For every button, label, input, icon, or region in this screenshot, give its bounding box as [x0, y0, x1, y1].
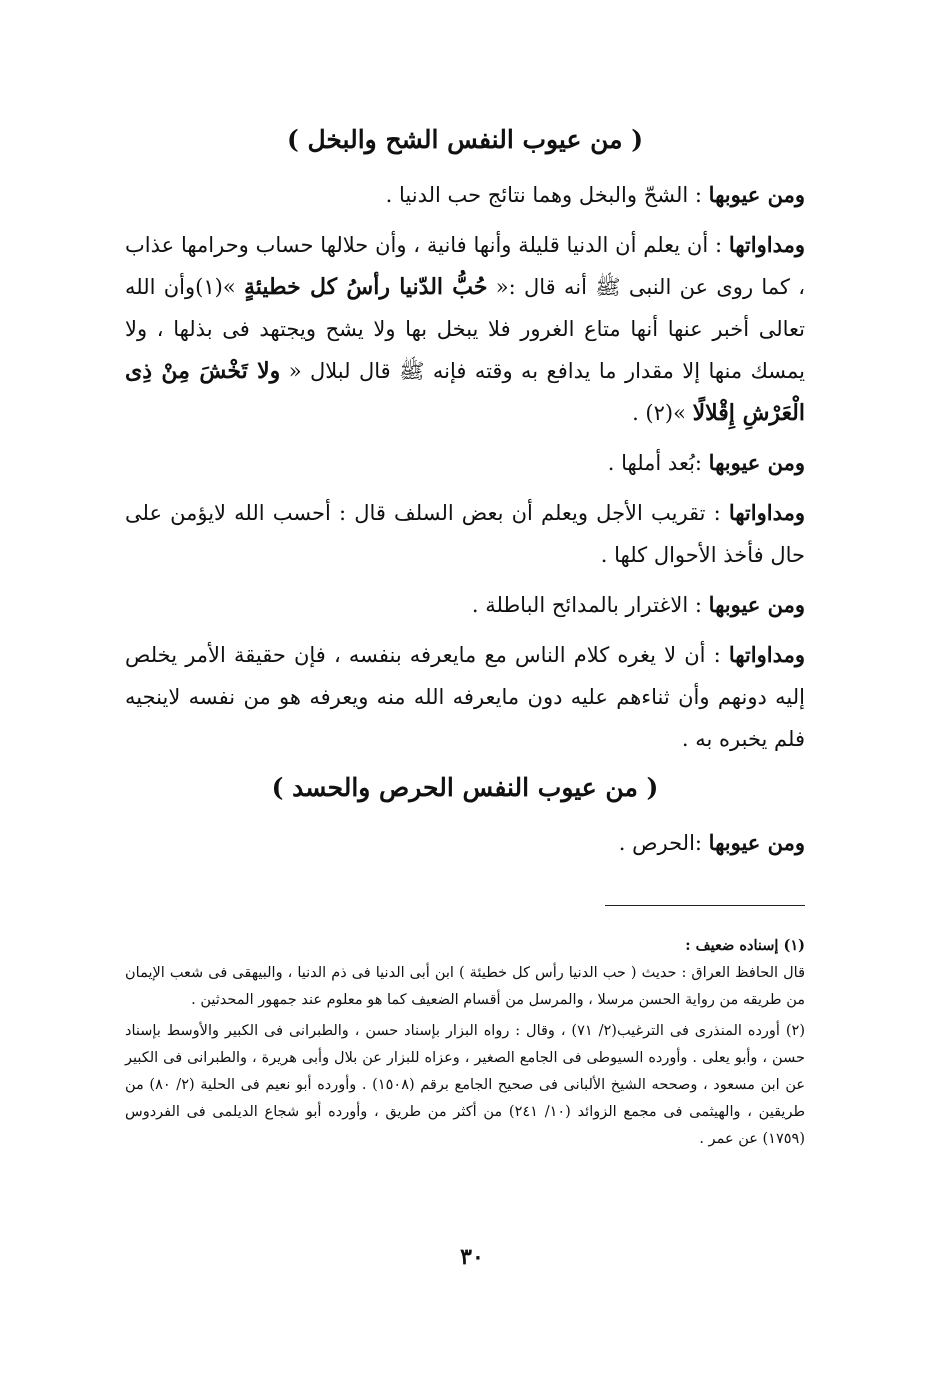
footnote-1-heading: (١) إسناده ضعيف : [685, 937, 805, 954]
footnote-divider [605, 905, 805, 906]
paragraph-text: : الشحّ والبخل وهما نتائج حب الدنيا . [385, 183, 709, 207]
lead-phrase: ومداواتها [728, 232, 805, 257]
paragraph-text: : الاغترار بالمدائح الباطلة . [471, 593, 709, 617]
paragraph-remedy-long-hope [125, 492, 805, 576]
footnote-2 [125, 1018, 805, 1153]
paragraph-defect-stinginess [125, 174, 805, 216]
paragraph-text: : تقريب الأجل ويعلم أن بعض السلف قال : أحسب الله لايؤمن على حال فأخذ الأحوال كلها . [125, 501, 805, 567]
page-number: ٣٠ [460, 1244, 484, 1270]
lead-phrase: ومداواتها [728, 642, 805, 667]
paragraph-remedy-stinginess [125, 224, 805, 434]
lead-phrase: ومداواتها [728, 500, 805, 525]
paragraph-defect-greed [125, 822, 805, 864]
lead-phrase: ومن عيوبها [708, 182, 805, 207]
footnote-1 [125, 932, 805, 1014]
footnote-ref-1[interactable]: »(١) [195, 275, 244, 299]
main-text [125, 120, 805, 872]
footnote-ref-2[interactable]: »(٢) . [632, 401, 693, 425]
section-heading-greed-envy: ( من عيوب النفس الحرص والحسد ) [271, 773, 659, 802]
footnotes [125, 905, 805, 1157]
section-heading-stinginess: ( من عيوب النفس الشح والبخل ) [286, 125, 644, 154]
paragraph-remedy-praise [125, 634, 805, 760]
paragraph-text: : أن لا يغره كلام الناس مع مايعرفه بنفسه ، فإن حقيقة الأمر يخلص إليه دونهم وأن ثناءهم عليه دون مايعرفه الله منه ويعرفه هو من نفسه لاينجيه فلم يخبره به . [125, 643, 805, 751]
footnote-2-text: (٢) أورده المنذرى فى الترغيب(٢/ ٧١) ، وقال : رواه البزار بإسناد حسن ، والطبرانى فى الكبير والأوسط بإسناد حسن ، وأبو يعلى . وأورده السيوطى فى الجامع الصغير ، وعزاه للبزار عن بلال وأبى هريرة ، والطبرانى فى الكبير عن ابن مسعود ، وصححه الشيخ الألبانى فى صحيح الجامع برقم (١٥٠٨) . وأورده أبو نعيم فى الحلية (٢/ ٨٠) من طريقين ، والهيثمى فى مجمع الزوائد (١٠/ ٢٤١) من أكثر من طريق ، وأورده أبو شجاع الديلمى فى الفردوس (١٧٥٩) عن عمر . [125, 1023, 806, 1147]
paragraph-text: وأن الله تعالى أخبر عنها أنها متاع الغرور فلا يبخل بها ولا يشح ويجتهد فى بذلها ، ولا يمسك منها إلا مقدار ما يدافع به وقته فإنه ﷺ قال لبلال « [125, 275, 805, 383]
paragraph-text: :بُعد أملها . [607, 451, 709, 475]
paragraph-defect-long-hope [125, 442, 805, 484]
paragraph-text: : أن يعلم أن الدنيا قليلة وأنها فانية ، وأن حلالها حساب وحرامها عذاب ، كما روى عن النبى ﷺ أنه قال :« [125, 233, 805, 299]
lead-phrase: ومن عيوبها [708, 592, 805, 617]
paragraph-text: :الحرص . [618, 831, 709, 855]
paragraph-defect-praise [125, 584, 805, 626]
lead-phrase: ومن عيوبها [708, 450, 805, 475]
hadith-quote: ولا تَخْشَ مِنْ ذِى الْعَرْشِ إِقْلالًا [125, 358, 805, 426]
lead-phrase: ومن عيوبها [708, 830, 805, 855]
footnote-1-text: قال الحافظ العراق : حديث ( حب الدنيا رأس كل خطيئة ) ابن أبى الدنيا فى ذم الدنيا ، والبيهقى فى شعب الإيمان من طريقه من رواية الحسن مرسلا ، والمرسل من أقسام الضعيف كما هو معلوم عند جمهور المحدثين . [125, 965, 805, 1008]
hadith-quote: حُبُّ الدّنيا رأسُ كل خطيئةٍ [243, 274, 488, 300]
